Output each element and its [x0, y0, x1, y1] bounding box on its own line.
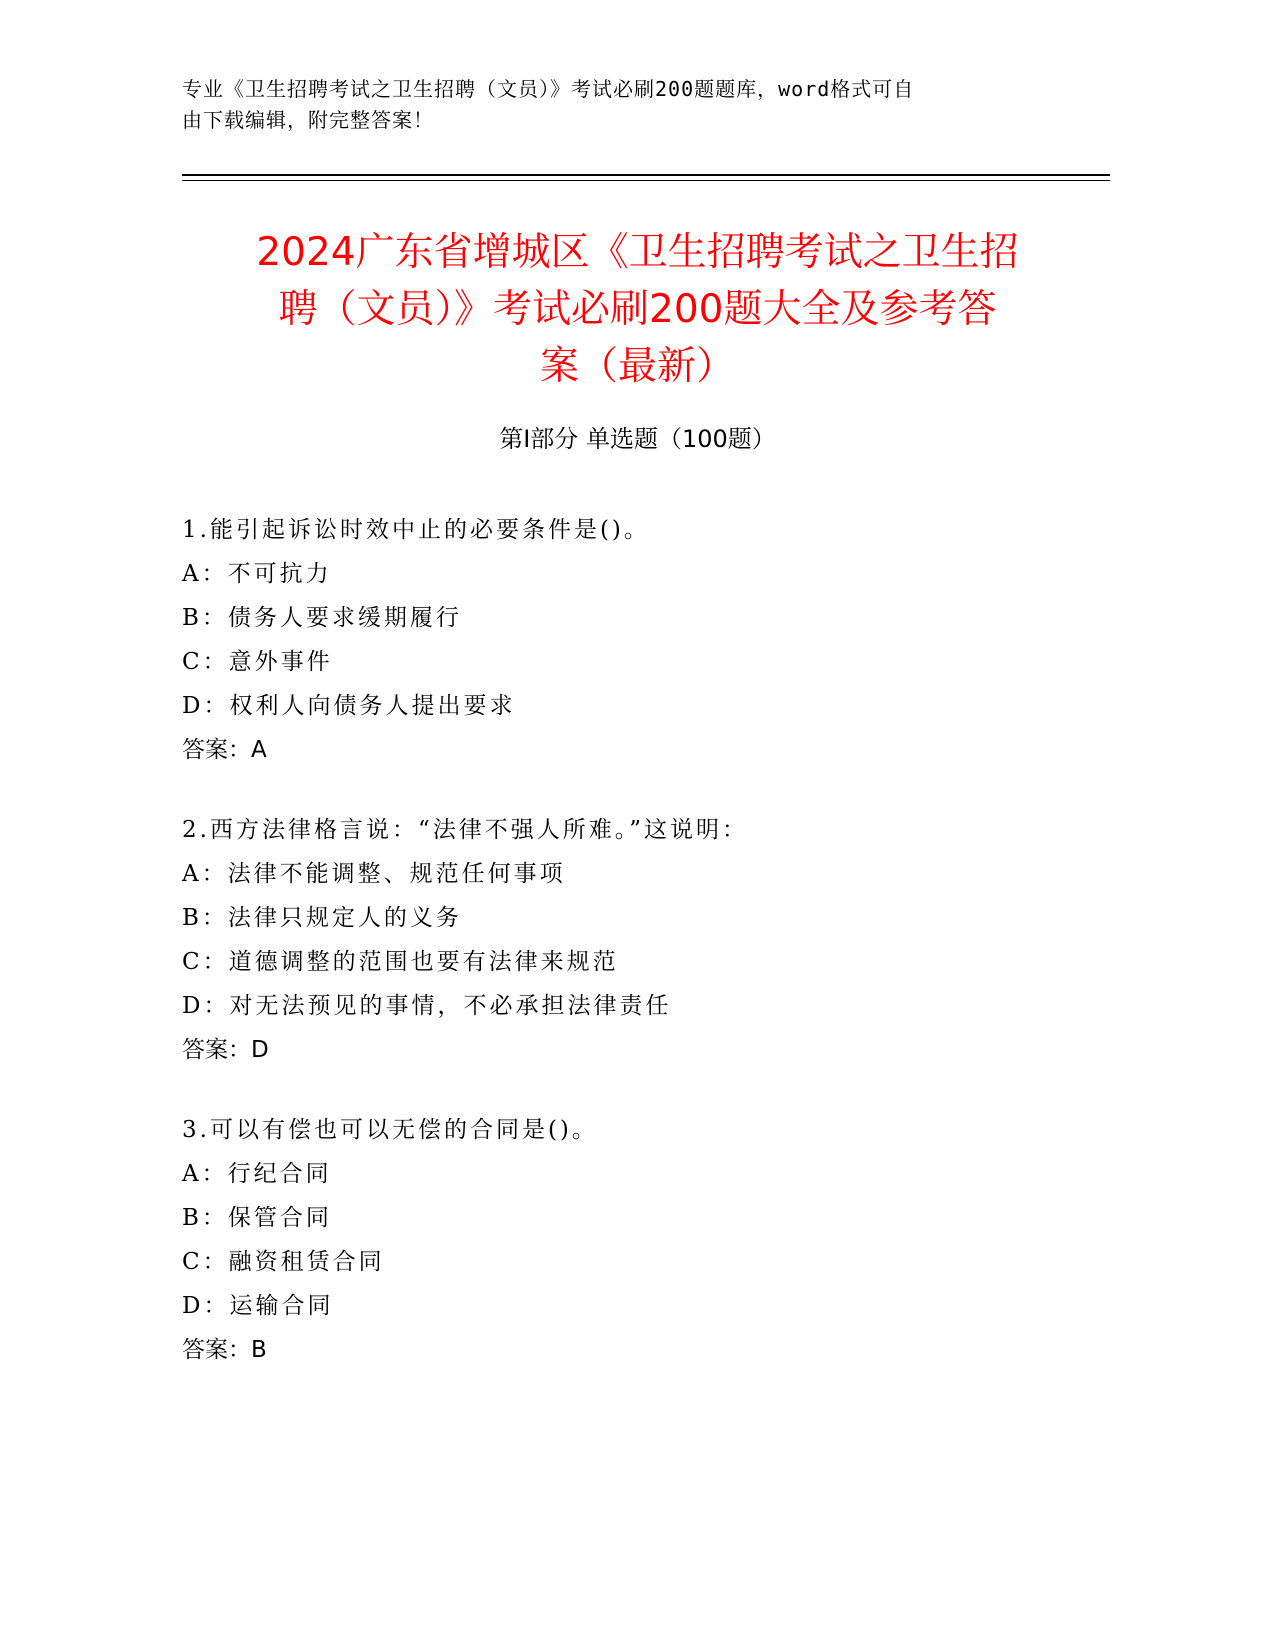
- answer-line: 答案：D: [182, 1037, 269, 1063]
- option-b: B：法律只规定人的义务: [182, 905, 462, 931]
- answer-line: 答案：A: [182, 737, 267, 763]
- question-item: [182, 508, 1062, 772]
- option-c: C：意外事件: [182, 649, 333, 675]
- title-line-1: 2024广东省增城区《卫生招聘考试之卫生招: [256, 230, 1019, 275]
- title-line-3: 案（最新）: [539, 344, 735, 389]
- question-item: [182, 1108, 1062, 1372]
- option-d: D：运输合同: [182, 1293, 334, 1319]
- intro-line-1: 专业《卫生招聘考试之卫生招聘（文员）》考试必刷200题题库，word格式可自: [182, 77, 915, 101]
- option-d: D：对无法预见的事情，不必承担法律责任: [182, 993, 672, 1019]
- question-stem: 2.西方法律格言说：“法律不强人所难。”这说明：: [182, 817, 748, 843]
- answer-line: 答案：B: [182, 1337, 267, 1363]
- question-stem: 1.能引起诉讼时效中止的必要条件是()。: [182, 517, 650, 543]
- option-b: B：债务人要求缓期履行: [182, 605, 462, 631]
- section-title: 第Ⅰ部分 单选题（100题）: [499, 425, 776, 453]
- option-a: A：不可抗力: [182, 561, 332, 587]
- document-title: [180, 224, 1095, 395]
- intro-line-2: 由下载编辑，附完整答案！: [182, 108, 434, 132]
- option-c: C：融资租赁合同: [182, 1249, 385, 1275]
- option-a: A：行纪合同: [182, 1161, 332, 1187]
- option-a: A：法律不能调整、规范任何事项: [182, 861, 566, 887]
- question-list: [182, 508, 1062, 1408]
- header-divider-thin: [182, 180, 1110, 181]
- option-b: B：保管合同: [182, 1205, 332, 1231]
- title-line-2: 聘（文员）》考试必刷200题大全及参考答: [278, 287, 997, 332]
- header-divider-thick: [182, 174, 1110, 176]
- option-c: C：道德调整的范围也要有法律来规范: [182, 949, 619, 975]
- question-stem: 3.可以有偿也可以无偿的合同是()。: [182, 1117, 598, 1143]
- option-d: D：权利人向债务人提出要求: [182, 693, 516, 719]
- intro-text: [182, 74, 1062, 136]
- question-item: [182, 808, 1062, 1072]
